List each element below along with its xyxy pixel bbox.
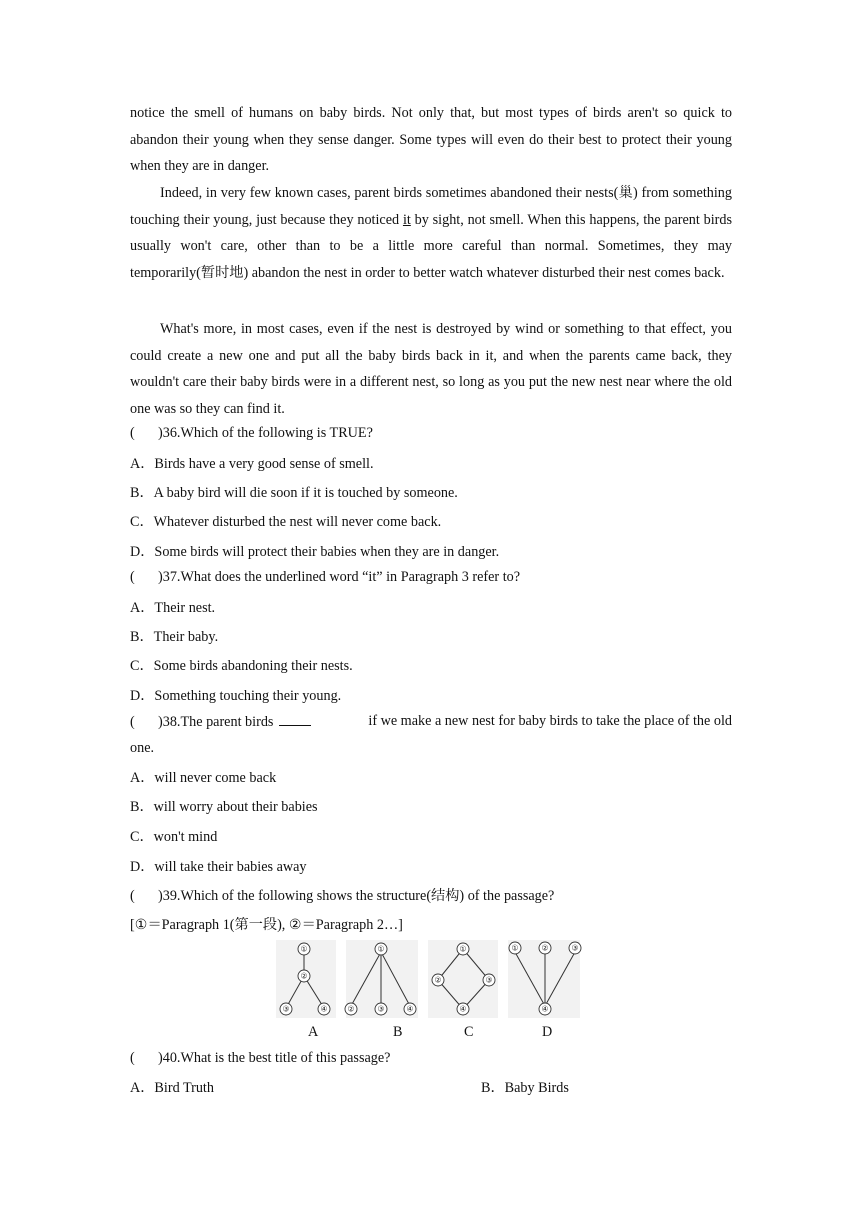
underlined-word: it	[402, 211, 411, 228]
svg-text:②: ②	[541, 943, 549, 953]
question-37-stem	[130, 569, 520, 586]
answer-paren: (	[130, 714, 135, 730]
structure-diagrams	[270, 936, 590, 1022]
question-39-stem	[130, 885, 554, 905]
question-text: )38.The parent birds	[158, 714, 274, 730]
svg-text:④: ④	[320, 1004, 328, 1014]
svg-text:①: ①	[377, 944, 385, 954]
diagram-label-d: D	[542, 1024, 553, 1040]
option-36-b: B．A baby bird will die soon if it is touched by someone.	[130, 485, 458, 501]
option-38-a: A．will never come back	[130, 770, 277, 786]
answer-paren: (	[130, 569, 135, 585]
question-text: if we make a new nest for baby birds to take the place of the old	[368, 713, 732, 729]
answer-blank	[279, 713, 311, 726]
answer-paren: (	[130, 888, 135, 904]
svg-text:③: ③	[485, 975, 493, 985]
answer-paren: (	[130, 1050, 135, 1066]
option-38-d: D．will take their babies away	[130, 859, 307, 875]
paragraph-text: Indeed, in very few known cases, parent birds sometimes abandoned their nests(巢) from something touching their young, just because they noticed	[130, 185, 732, 228]
option-37-b: B．Their baby.	[130, 629, 219, 645]
question-36-stem	[130, 425, 373, 442]
option-36-a: A．Birds have a very good sense of smell.	[130, 456, 374, 472]
paragraph-3	[130, 180, 732, 286]
svg-text:①: ①	[459, 944, 467, 954]
option-40-a: A．Bird Truth	[130, 1080, 214, 1096]
question-39-note: [①＝Paragraph 1(第一段), ②＝Paragraph 2…]	[130, 917, 403, 933]
svg-text:③: ③	[282, 1004, 290, 1014]
svg-text:②: ②	[434, 975, 442, 985]
diagram-label-b: B	[393, 1024, 403, 1040]
option-40-b: B．Baby Birds	[481, 1080, 569, 1096]
question-text: )37.What does the underlined word “it” in Paragraph 3 refer to?	[158, 569, 521, 585]
paragraph-4	[130, 316, 732, 422]
answer-paren: (	[130, 425, 135, 441]
option-37-c: C．Some birds abandoning their nests.	[130, 658, 353, 674]
option-37-a: A．Their nest.	[130, 600, 216, 616]
option-37-d: D．Something touching their young.	[130, 688, 342, 704]
option-36-d: D．Some birds will protect their babies when they are in danger.	[130, 544, 500, 560]
question-text: )39.Which of the following shows the structure(结构) of the passage?	[158, 888, 555, 904]
option-38-b: B．will worry about their babies	[130, 799, 318, 815]
option-36-c: C．Whatever disturbed the nest will never come back.	[130, 514, 442, 530]
svg-text:②: ②	[347, 1004, 355, 1014]
paragraph-continued	[130, 100, 732, 180]
svg-text:③: ③	[571, 943, 579, 953]
paragraph-text: notice the smell of humans on baby birds. Not only that, but most types of birds aren't so quick to abandon their young when they sense danger. Some types will even do their best to protect their young when they are in danger.	[130, 105, 732, 174]
question-text: )40.What is the best title of this passage?	[158, 1050, 391, 1066]
question-40-stem	[130, 1050, 390, 1067]
question-38-stem	[130, 713, 732, 731]
diagram-label-a: A	[308, 1024, 319, 1040]
svg-text:④: ④	[406, 1004, 414, 1014]
paragraph-text: What's more, in most cases, even if the nest is destroyed by wind or something to that effect, you could create a new one and put all the baby birds back in it, and when the parents came back, they wouldn't care their baby birds were in a different nest, so long as you put the new nest near where the old one was so they can find it.	[130, 321, 732, 417]
svg-text:①: ①	[300, 944, 308, 954]
svg-text:①: ①	[511, 943, 519, 953]
question-text: )36.Which of the following is TRUE?	[158, 425, 373, 441]
paragraph-text: by sight, not smell. When this happens, the parent birds usually won't care, other than to be a little more careful than normal. Sometimes, they may temporarily(暂时地) abandon the nest in order to better watch whatever disturbed their nest comes back.	[130, 211, 732, 281]
svg-text:④: ④	[459, 1004, 467, 1014]
svg-text:④: ④	[541, 1004, 549, 1014]
option-38-c: C．won't mind	[130, 829, 218, 845]
question-38-stem-cont: one.	[130, 740, 155, 756]
diagram-label-c: C	[464, 1024, 474, 1040]
svg-text:③: ③	[377, 1004, 385, 1014]
svg-text:②: ②	[300, 971, 308, 981]
